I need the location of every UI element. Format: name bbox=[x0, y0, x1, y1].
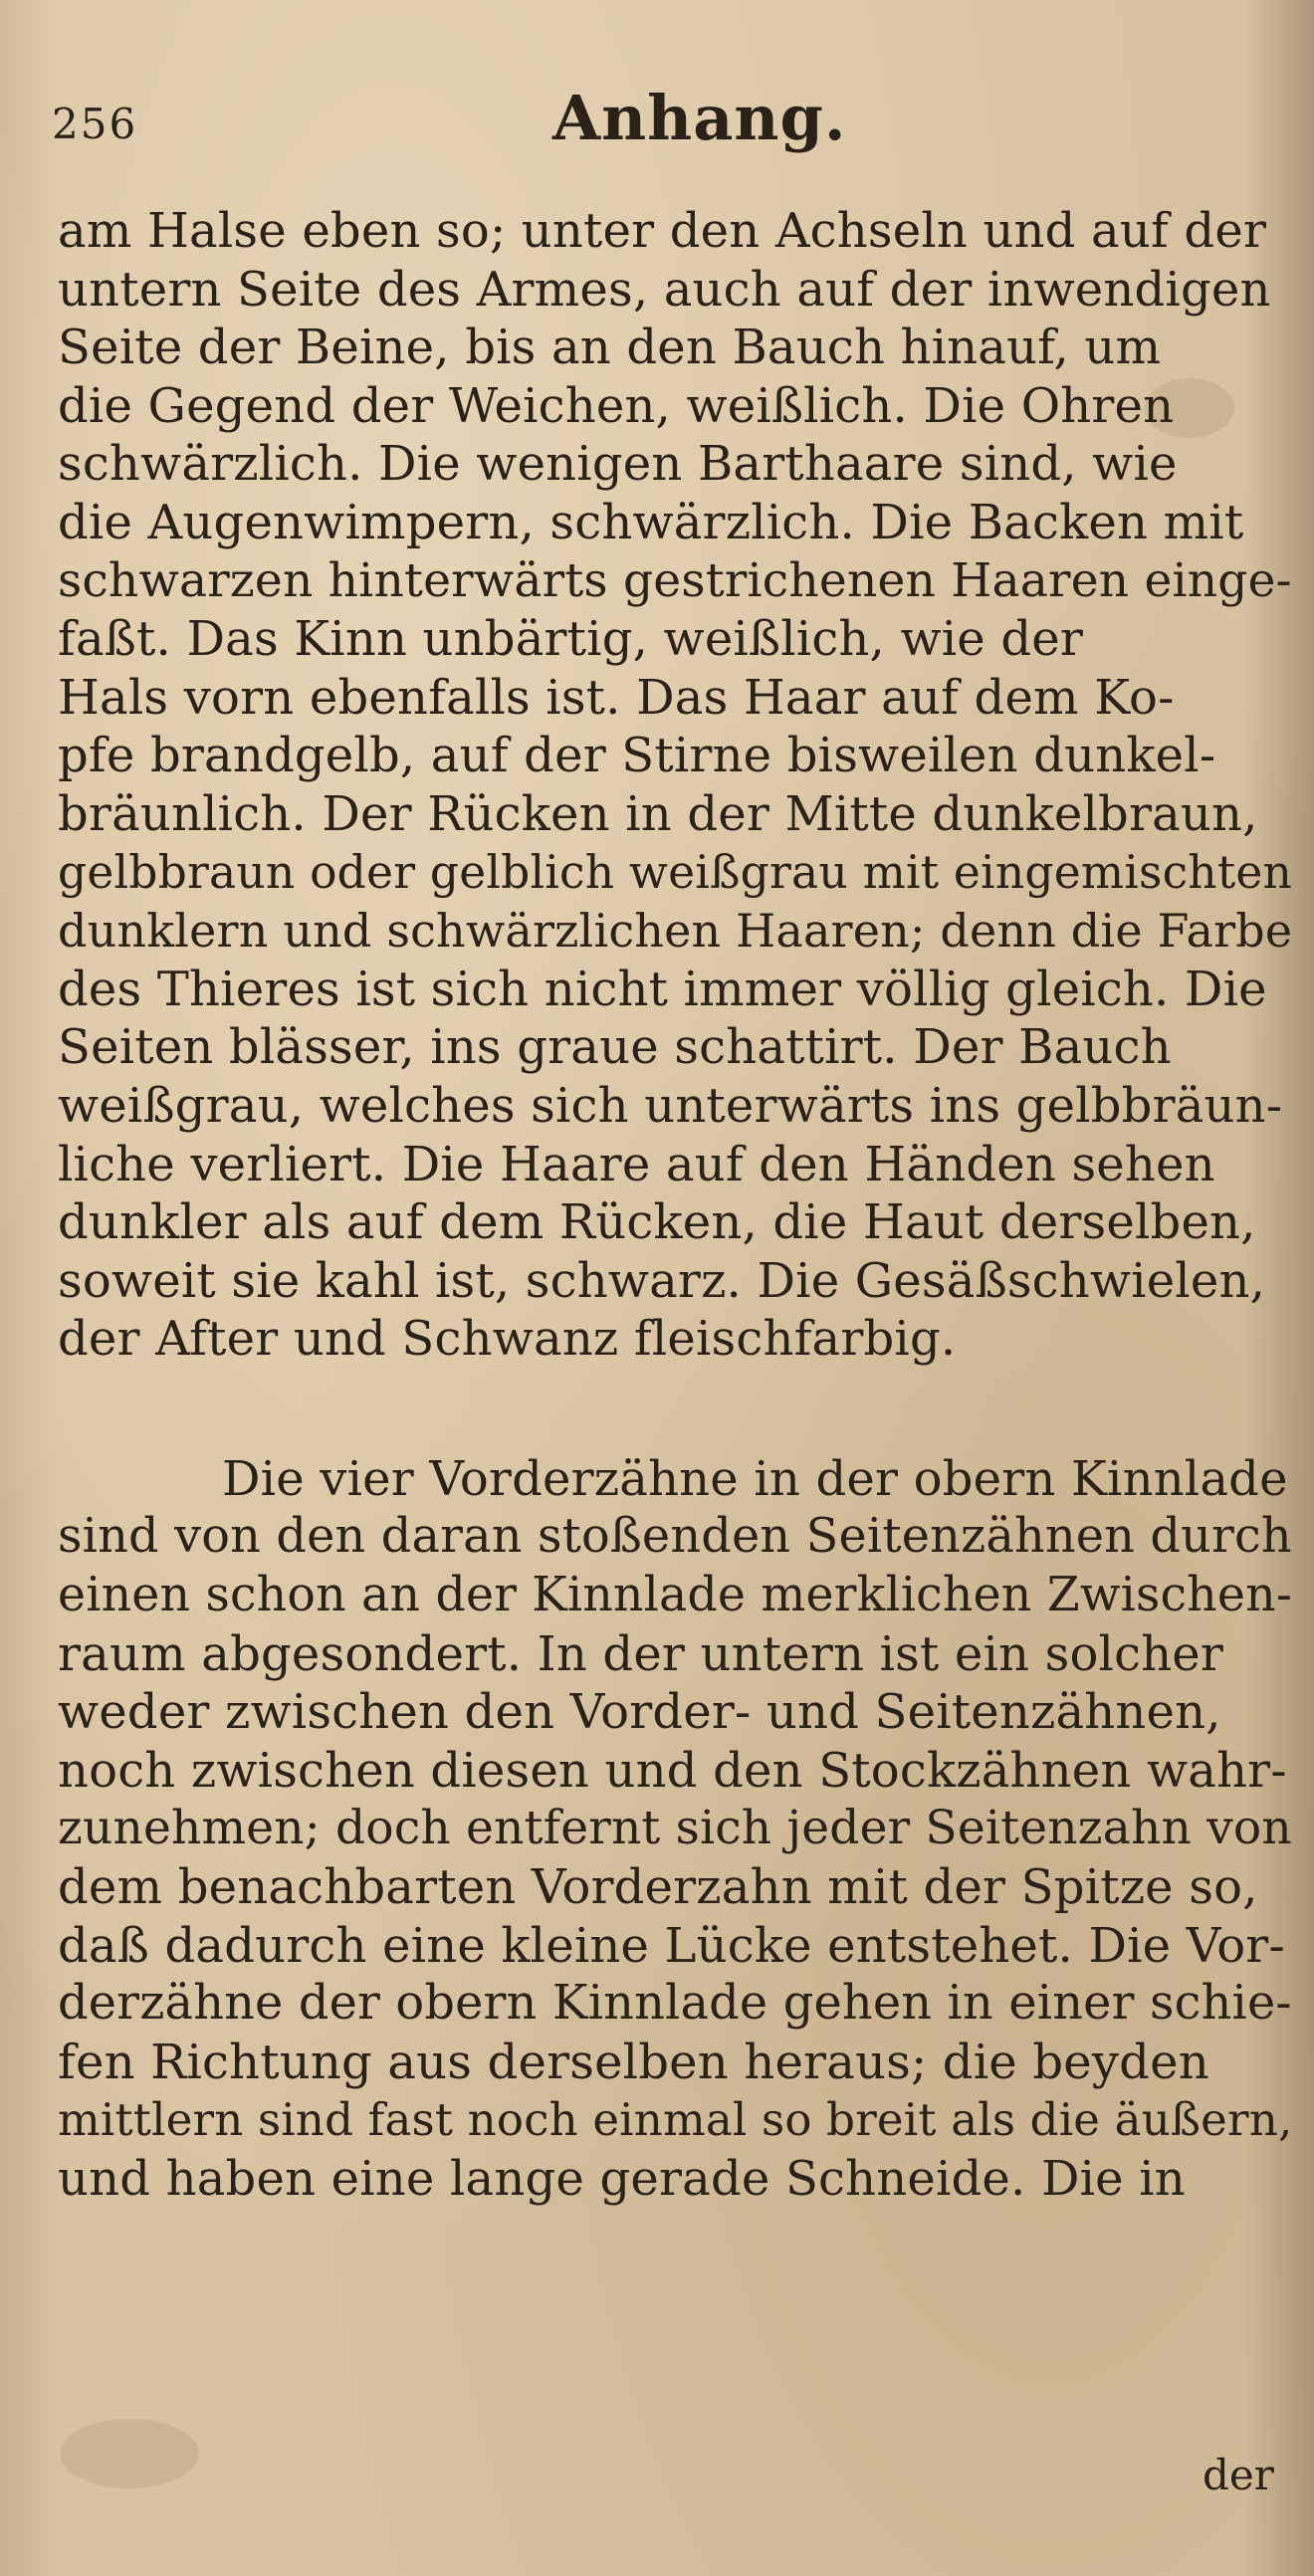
text-line: weißgrau, welches sich unterwärts ins gelbbräun- bbox=[58, 1077, 1283, 1134]
text-line: der After und Schwanz fleischfarbig. bbox=[58, 1311, 957, 1368]
text-line: gelbbraun oder gelblich weißgrau mit eingemischten bbox=[58, 845, 1293, 899]
text-line: die Gegend der Weichen, weißlich. Die Ohren bbox=[58, 377, 1175, 434]
text-line: fen Richtung aus derselben heraus; die beyden bbox=[58, 2034, 1209, 2090]
body-text bbox=[58, 202, 1292, 2209]
paragraph-gap bbox=[58, 1369, 1292, 1450]
page-number: 256 bbox=[52, 100, 138, 148]
text-line: schwarzen hinterwärts gestrichenen Haaren einge- bbox=[58, 552, 1292, 608]
text-line: am Halse eben so; unter den Achseln und auf der bbox=[58, 203, 1267, 259]
text-line: soweit sie kahl ist, schwarz. Die Gesäßschwielen, bbox=[58, 1252, 1266, 1309]
text-line: die Augenwimpern, schwärzlich. Die Backen mit bbox=[58, 494, 1244, 550]
text-line: einen schon an der Kinnlade merklichen Zwischen- bbox=[58, 1568, 1293, 1623]
text-line: dunklern und schwärzlichen Haaren; denn die Farbe bbox=[58, 904, 1293, 959]
paper-stain bbox=[60, 2419, 199, 2488]
text-line: des Thieres ist sich nicht immer völlig gleich. Die bbox=[58, 961, 1267, 1017]
text-line: daß dadurch eine kleine Lücke entstehet. Die Vor- bbox=[58, 1917, 1285, 1974]
text-line: untern Seite des Armes, auch auf der inwendigen bbox=[58, 261, 1271, 318]
catchword: der bbox=[1203, 2451, 1274, 2499]
text-line: zunehmen; doch entfernt sich jeder Seitenzahn von bbox=[58, 1801, 1292, 1856]
text-line: noch zwischen diesen und den Stockzähnen wahr- bbox=[58, 1742, 1287, 1799]
text-line: schwärzlich. Die wenigen Barthaare sind, wie bbox=[58, 436, 1178, 493]
running-head: Anhang. bbox=[552, 82, 847, 154]
text-line: sind von den daran stoßenden Seitenzähnen durch bbox=[58, 1509, 1292, 1565]
text-line: und haben eine lange gerade Schneide. Die in bbox=[58, 2151, 1186, 2207]
text-line: dem benachbarten Vorderzahn mit der Spitze so, bbox=[58, 1859, 1258, 1916]
text-line: faßt. Das Kinn unbärtig, weißlich, wie der bbox=[58, 611, 1084, 668]
text-line: dunkler als auf dem Rücken, die Haut derselben, bbox=[58, 1194, 1256, 1251]
text-line: Hals vorn ebenfalls ist. Das Haar auf dem Ko- bbox=[58, 669, 1175, 726]
text-line: derzähne der obern Kinnlade gehen in einer schie- bbox=[58, 1976, 1292, 2032]
paragraph-1 bbox=[58, 202, 1292, 1369]
text-line: bräunlich. Der Rücken in der Mitte dunkelbraun, bbox=[58, 785, 1258, 842]
text-line: mittlern sind fast noch einmal so breit als die äußern, bbox=[58, 2093, 1293, 2147]
page-header bbox=[0, 70, 1314, 159]
paragraph-2 bbox=[58, 1450, 1292, 2209]
text-line: Die vier Vorderzähne in der obern Kinnlade bbox=[222, 1450, 1288, 1507]
text-line: pfe brandgelb, auf der Stirne bisweilen dunkel- bbox=[58, 728, 1216, 784]
text-line: Seiten blässer, ins graue schattirt. Der Bauch bbox=[58, 1019, 1172, 1076]
text-line: weder zwischen den Vorder- und Seitenzähnen, bbox=[58, 1684, 1221, 1741]
text-line: Seite der Beine, bis an den Bauch hinauf, um bbox=[58, 320, 1162, 376]
text-line: liche verliert. Die Haare auf den Händen sehen bbox=[58, 1136, 1215, 1192]
text-line: raum abgesondert. In der untern ist ein solcher bbox=[58, 1625, 1224, 1682]
